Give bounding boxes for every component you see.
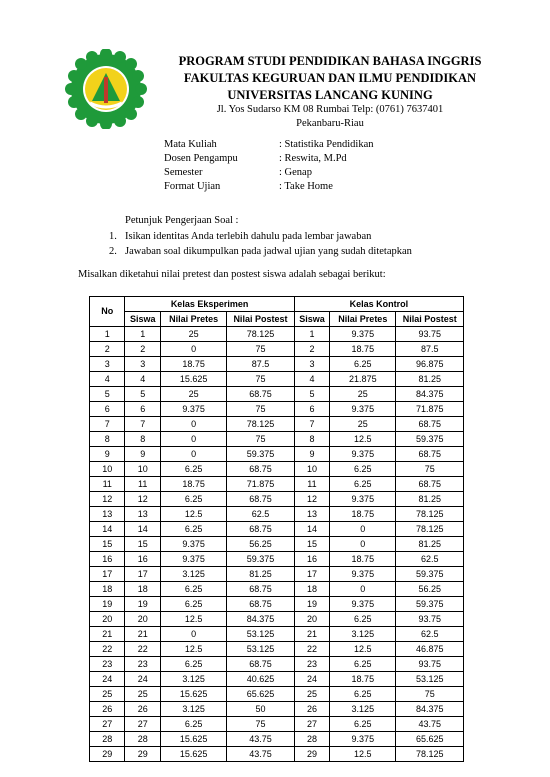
table-cell: 9.375 bbox=[330, 567, 396, 582]
table-cell: 9.375 bbox=[160, 537, 226, 552]
table-cell: 14 bbox=[90, 522, 125, 537]
table-cell: 75 bbox=[227, 717, 294, 732]
table-cell: 11 bbox=[294, 477, 329, 492]
table-cell: 62.5 bbox=[396, 627, 464, 642]
table-cell: 25 bbox=[160, 327, 226, 342]
table-cell: 4 bbox=[294, 372, 329, 387]
table-cell: 62.5 bbox=[227, 507, 294, 522]
table-cell: 75 bbox=[227, 372, 294, 387]
table-cell: 22 bbox=[294, 642, 329, 657]
table-cell: 18 bbox=[90, 582, 125, 597]
table-cell: 3 bbox=[90, 357, 125, 372]
table-cell: 18.75 bbox=[160, 477, 226, 492]
table-cell: 18.75 bbox=[330, 552, 396, 567]
table-cell: 18 bbox=[125, 582, 160, 597]
table-cell: 3.125 bbox=[160, 567, 226, 582]
table-row bbox=[90, 552, 464, 567]
table-row bbox=[90, 747, 464, 762]
table-row bbox=[90, 642, 464, 657]
table-cell: 59.375 bbox=[396, 597, 464, 612]
table-row bbox=[90, 597, 464, 612]
table-cell: 56.25 bbox=[227, 537, 294, 552]
table-cell: 12 bbox=[294, 492, 329, 507]
table-cell: 65.625 bbox=[227, 687, 294, 702]
table-cell: 28 bbox=[90, 732, 125, 747]
table-cell: 68.75 bbox=[227, 657, 294, 672]
group-header-eksperimen: Kelas Eksperimen bbox=[125, 297, 294, 312]
table-cell: 0 bbox=[160, 627, 226, 642]
instructions-title: Petunjuk Pengerjaan Soal : bbox=[125, 215, 239, 226]
table-cell: 21 bbox=[90, 627, 125, 642]
table-row bbox=[90, 582, 464, 597]
table-cell: 6.25 bbox=[330, 462, 396, 477]
table-cell: 11 bbox=[125, 477, 160, 492]
table-cell: 8 bbox=[90, 432, 125, 447]
col-header: Nilai Postest bbox=[396, 312, 464, 327]
table-cell: 22 bbox=[90, 642, 125, 657]
instructions-list bbox=[109, 229, 412, 259]
table-cell: 5 bbox=[90, 387, 125, 402]
info-value: : Statistika Pendidikan bbox=[279, 139, 374, 150]
table-cell: 3 bbox=[294, 357, 329, 372]
table-cell: 8 bbox=[294, 432, 329, 447]
table-cell: 12 bbox=[125, 492, 160, 507]
table-cell: 59.375 bbox=[227, 552, 294, 567]
table-cell: 15 bbox=[294, 537, 329, 552]
table-cell: 93.75 bbox=[396, 612, 464, 627]
table-row bbox=[90, 447, 464, 462]
table-cell: 13 bbox=[90, 507, 125, 522]
table-cell: 6.25 bbox=[160, 462, 226, 477]
table-cell: 12.5 bbox=[330, 747, 396, 762]
group-header-kontrol: Kelas Kontrol bbox=[294, 297, 463, 312]
table-cell: 5 bbox=[294, 387, 329, 402]
table-cell: 2 bbox=[125, 342, 160, 357]
table-cell: 6.25 bbox=[330, 612, 396, 627]
table-cell: 9.375 bbox=[330, 732, 396, 747]
no-header: No bbox=[90, 297, 125, 327]
table-cell: 6.25 bbox=[160, 492, 226, 507]
table-cell: 15.625 bbox=[160, 747, 226, 762]
table-cell: 43.75 bbox=[227, 732, 294, 747]
table-cell: 17 bbox=[90, 567, 125, 582]
table-cell: 18.75 bbox=[160, 357, 226, 372]
table-cell: 84.375 bbox=[396, 387, 464, 402]
table-cell: 17 bbox=[294, 567, 329, 582]
table-row bbox=[90, 402, 464, 417]
table-row bbox=[90, 732, 464, 747]
table-cell: 15 bbox=[125, 537, 160, 552]
table-cell: 4 bbox=[125, 372, 160, 387]
table-cell: 59.375 bbox=[396, 567, 464, 582]
table-cell: 7 bbox=[90, 417, 125, 432]
col-header: Nilai Postest bbox=[227, 312, 294, 327]
table-cell: 0 bbox=[160, 432, 226, 447]
table-cell: 16 bbox=[294, 552, 329, 567]
table-cell: 12.5 bbox=[160, 612, 226, 627]
table-cell: 6.25 bbox=[160, 597, 226, 612]
table-row bbox=[90, 477, 464, 492]
table-cell: 3.125 bbox=[160, 672, 226, 687]
table-cell: 25 bbox=[160, 387, 226, 402]
table-cell: 9.375 bbox=[330, 597, 396, 612]
table-cell: 23 bbox=[125, 657, 160, 672]
table-row bbox=[90, 327, 464, 342]
table-row bbox=[90, 657, 464, 672]
table-cell: 12.5 bbox=[160, 642, 226, 657]
table-cell: 87.5 bbox=[396, 342, 464, 357]
table-cell: 12 bbox=[90, 492, 125, 507]
table-cell: 16 bbox=[90, 552, 125, 567]
table-cell: 29 bbox=[90, 747, 125, 762]
table-cell: 5 bbox=[125, 387, 160, 402]
table-subheader-row bbox=[90, 312, 464, 327]
table-cell: 6.25 bbox=[330, 687, 396, 702]
table-cell: 93.75 bbox=[396, 327, 464, 342]
table-cell: 46.875 bbox=[396, 642, 464, 657]
table-cell: 43.75 bbox=[227, 747, 294, 762]
table-row bbox=[90, 507, 464, 522]
table-cell: 15.625 bbox=[160, 687, 226, 702]
table-cell: 6 bbox=[90, 402, 125, 417]
table-row bbox=[90, 417, 464, 432]
table-cell: 12.5 bbox=[330, 432, 396, 447]
table-cell: 75 bbox=[227, 342, 294, 357]
table-cell: 29 bbox=[125, 747, 160, 762]
table-row bbox=[90, 387, 464, 402]
table-cell: 75 bbox=[227, 432, 294, 447]
table-cell: 81.25 bbox=[396, 537, 464, 552]
table-cell: 84.375 bbox=[227, 612, 294, 627]
table-cell: 27 bbox=[90, 717, 125, 732]
table-cell: 19 bbox=[90, 597, 125, 612]
table-cell: 78.125 bbox=[227, 417, 294, 432]
table-cell: 13 bbox=[125, 507, 160, 522]
table-cell: 3.125 bbox=[330, 702, 396, 717]
table-cell: 43.75 bbox=[396, 717, 464, 732]
table-cell: 17 bbox=[125, 567, 160, 582]
table-cell: 19 bbox=[125, 597, 160, 612]
table-cell: 3 bbox=[125, 357, 160, 372]
table-row bbox=[90, 357, 464, 372]
table-cell: 26 bbox=[90, 702, 125, 717]
table-cell: 75 bbox=[396, 687, 464, 702]
instruction-item bbox=[109, 229, 412, 244]
table-row bbox=[90, 627, 464, 642]
table-cell: 0 bbox=[160, 447, 226, 462]
table-cell: 75 bbox=[227, 402, 294, 417]
table-row bbox=[90, 462, 464, 477]
table-cell: 7 bbox=[125, 417, 160, 432]
table-cell: 6.25 bbox=[330, 357, 396, 372]
table-cell: 81.25 bbox=[227, 567, 294, 582]
table-cell: 9.375 bbox=[330, 402, 396, 417]
table-cell: 78.125 bbox=[396, 522, 464, 537]
table-cell: 8 bbox=[125, 432, 160, 447]
info-label: Format Ujian bbox=[164, 181, 221, 192]
col-header: Nilai Pretes bbox=[160, 312, 226, 327]
info-row bbox=[164, 166, 374, 180]
table-cell: 6.25 bbox=[330, 717, 396, 732]
table-cell: 6.25 bbox=[160, 717, 226, 732]
faculty-title: FAKULTAS KEGURUAN DAN ILMU PENDIDIKAN bbox=[183, 71, 477, 85]
table-cell: 0 bbox=[160, 417, 226, 432]
table-cell: 1 bbox=[90, 327, 125, 342]
info-label: Dosen Pengampu bbox=[164, 153, 238, 164]
table-cell: 1 bbox=[125, 327, 160, 342]
table-cell: 6.25 bbox=[160, 657, 226, 672]
table-row bbox=[90, 492, 464, 507]
table-cell: 53.125 bbox=[227, 642, 294, 657]
table-cell: 19 bbox=[294, 597, 329, 612]
university-logo bbox=[62, 49, 150, 129]
table-cell: 6.25 bbox=[160, 522, 226, 537]
info-value: : Take Home bbox=[279, 181, 333, 192]
table-cell: 1 bbox=[294, 327, 329, 342]
table-cell: 9.375 bbox=[330, 327, 396, 342]
table-cell: 10 bbox=[125, 462, 160, 477]
table-cell: 81.25 bbox=[396, 372, 464, 387]
table-cell: 68.75 bbox=[227, 597, 294, 612]
table-cell: 9.375 bbox=[160, 402, 226, 417]
table-cell: 96.875 bbox=[396, 357, 464, 372]
table-cell: 18.75 bbox=[330, 342, 396, 357]
table-cell: 3.125 bbox=[330, 627, 396, 642]
table-cell: 12.5 bbox=[160, 507, 226, 522]
table-cell: 18.75 bbox=[330, 507, 396, 522]
table-cell: 50 bbox=[227, 702, 294, 717]
table-cell: 15.625 bbox=[160, 372, 226, 387]
table-cell: 13 bbox=[294, 507, 329, 522]
table-cell: 9 bbox=[125, 447, 160, 462]
table-row bbox=[90, 537, 464, 552]
table-cell: 6.25 bbox=[330, 657, 396, 672]
table-body bbox=[90, 327, 464, 762]
table-cell: 15.625 bbox=[160, 732, 226, 747]
table-cell: 21 bbox=[294, 627, 329, 642]
info-label: Semester bbox=[164, 167, 203, 178]
intro-text: Misalkan diketahui nilai pretest dan postest siswa adalah sebagai berikut: bbox=[78, 269, 386, 280]
table-cell: 56.25 bbox=[396, 582, 464, 597]
table-row bbox=[90, 612, 464, 627]
table-cell: 25 bbox=[330, 417, 396, 432]
table-cell: 2 bbox=[294, 342, 329, 357]
table-cell: 10 bbox=[294, 462, 329, 477]
table-cell: 93.75 bbox=[396, 657, 464, 672]
table-cell: 21 bbox=[125, 627, 160, 642]
info-label: Mata Kuliah bbox=[164, 139, 217, 150]
table-cell: 0 bbox=[330, 537, 396, 552]
address: Jl. Yos Sudarso KM 08 Rumbai Telp: (0761) 7637401 bbox=[216, 104, 444, 115]
table-row bbox=[90, 717, 464, 732]
table-cell: 15 bbox=[90, 537, 125, 552]
table-row bbox=[90, 432, 464, 447]
table-cell: 25 bbox=[125, 687, 160, 702]
table-cell: 84.375 bbox=[396, 702, 464, 717]
table-cell: 81.25 bbox=[396, 492, 464, 507]
table-cell: 26 bbox=[294, 702, 329, 717]
table-cell: 24 bbox=[90, 672, 125, 687]
scores-table bbox=[89, 296, 464, 762]
table-cell: 16 bbox=[125, 552, 160, 567]
table-cell: 59.375 bbox=[396, 432, 464, 447]
info-value: : Genap bbox=[279, 167, 312, 178]
instruction-number: 2. bbox=[109, 246, 117, 257]
col-header: Siswa bbox=[294, 312, 329, 327]
table-row bbox=[90, 522, 464, 537]
table-cell: 6 bbox=[125, 402, 160, 417]
info-row bbox=[164, 152, 374, 166]
instruction-item bbox=[109, 244, 412, 259]
instruction-text: Isikan identitas Anda terlebih dahulu pada lembar jawaban bbox=[125, 231, 372, 242]
table-cell: 9.375 bbox=[330, 492, 396, 507]
table-cell: 75 bbox=[396, 462, 464, 477]
table-cell: 9.375 bbox=[330, 447, 396, 462]
table-cell: 68.75 bbox=[227, 582, 294, 597]
table-cell: 65.625 bbox=[396, 732, 464, 747]
table-cell: 24 bbox=[294, 672, 329, 687]
table-cell: 29 bbox=[294, 747, 329, 762]
course-info bbox=[164, 138, 374, 194]
table-cell: 6.25 bbox=[330, 477, 396, 492]
table-cell: 6 bbox=[294, 402, 329, 417]
table-cell: 59.375 bbox=[227, 447, 294, 462]
table-cell: 21.875 bbox=[330, 372, 396, 387]
table-cell: 68.75 bbox=[396, 417, 464, 432]
city: Pekanbaru-Riau bbox=[296, 118, 364, 129]
table-cell: 71.875 bbox=[396, 402, 464, 417]
university-title: UNIVERSITAS LANCANG KUNING bbox=[227, 88, 433, 102]
table-cell: 68.75 bbox=[227, 492, 294, 507]
table-cell: 25 bbox=[294, 687, 329, 702]
table-cell: 20 bbox=[294, 612, 329, 627]
table-cell: 71.875 bbox=[227, 477, 294, 492]
table-cell: 14 bbox=[125, 522, 160, 537]
table-cell: 18 bbox=[294, 582, 329, 597]
table-cell: 22 bbox=[125, 642, 160, 657]
table-cell: 25 bbox=[90, 687, 125, 702]
table-cell: 28 bbox=[125, 732, 160, 747]
info-value: : Reswita, M.Pd bbox=[279, 153, 347, 164]
table-cell: 68.75 bbox=[396, 447, 464, 462]
table-cell: 28 bbox=[294, 732, 329, 747]
table-cell: 2 bbox=[90, 342, 125, 357]
table-cell: 18.75 bbox=[330, 672, 396, 687]
table-cell: 0 bbox=[330, 582, 396, 597]
table-cell: 20 bbox=[125, 612, 160, 627]
table-cell: 23 bbox=[90, 657, 125, 672]
table-cell: 9.375 bbox=[160, 552, 226, 567]
table-cell: 12.5 bbox=[330, 642, 396, 657]
table-cell: 68.75 bbox=[227, 387, 294, 402]
table-cell: 0 bbox=[330, 522, 396, 537]
table-cell: 53.125 bbox=[227, 627, 294, 642]
info-row bbox=[164, 138, 374, 152]
instruction-text: Jawaban soal dikumpulkan pada jadwal ujian yang sudah ditetapkan bbox=[125, 246, 412, 257]
col-header: Siswa bbox=[125, 312, 160, 327]
col-header: Nilai Pretes bbox=[330, 312, 396, 327]
table-cell: 23 bbox=[294, 657, 329, 672]
table-row bbox=[90, 342, 464, 357]
table-row bbox=[90, 672, 464, 687]
table-cell: 27 bbox=[294, 717, 329, 732]
table-cell: 27 bbox=[125, 717, 160, 732]
table-cell: 10 bbox=[90, 462, 125, 477]
table-cell: 6.25 bbox=[160, 582, 226, 597]
table-cell: 4 bbox=[90, 372, 125, 387]
table-cell: 68.75 bbox=[227, 462, 294, 477]
table-cell: 11 bbox=[90, 477, 125, 492]
table-cell: 25 bbox=[330, 387, 396, 402]
table-cell: 68.75 bbox=[227, 522, 294, 537]
table-cell: 78.125 bbox=[396, 747, 464, 762]
table-cell: 62.5 bbox=[396, 552, 464, 567]
table-cell: 24 bbox=[125, 672, 160, 687]
table-cell: 0 bbox=[160, 342, 226, 357]
table-row bbox=[90, 567, 464, 582]
table-header-row bbox=[90, 297, 464, 312]
table-cell: 78.125 bbox=[227, 327, 294, 342]
table-cell: 9 bbox=[90, 447, 125, 462]
table-cell: 87.5 bbox=[227, 357, 294, 372]
table-row bbox=[90, 687, 464, 702]
table-cell: 78.125 bbox=[396, 507, 464, 522]
table-cell: 26 bbox=[125, 702, 160, 717]
table-cell: 14 bbox=[294, 522, 329, 537]
table-cell: 68.75 bbox=[396, 477, 464, 492]
table-row bbox=[90, 372, 464, 387]
table-cell: 40.625 bbox=[227, 672, 294, 687]
program-title: PROGRAM STUDI PENDIDIKAN BAHASA INGGRIS bbox=[178, 54, 482, 68]
table-cell: 20 bbox=[90, 612, 125, 627]
table-cell: 53.125 bbox=[396, 672, 464, 687]
info-row bbox=[164, 180, 374, 194]
table-row bbox=[90, 702, 464, 717]
table-cell: 7 bbox=[294, 417, 329, 432]
table-cell: 9 bbox=[294, 447, 329, 462]
instruction-number: 1. bbox=[109, 231, 117, 242]
table-cell: 3.125 bbox=[160, 702, 226, 717]
